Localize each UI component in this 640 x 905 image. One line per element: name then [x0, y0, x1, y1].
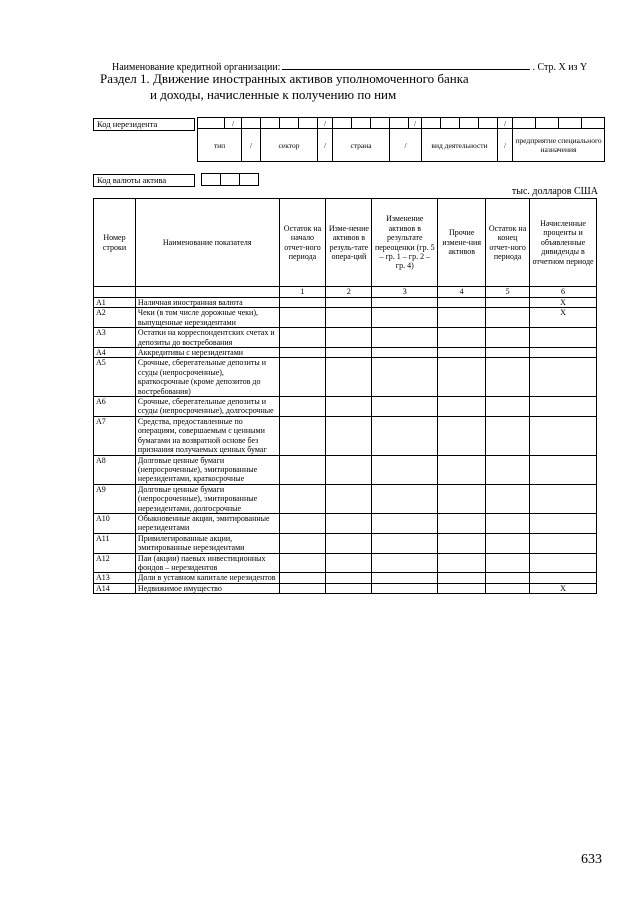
- row-number: A7: [94, 416, 136, 455]
- table-row: [94, 583, 597, 593]
- value-cell-col-3[interactable]: [372, 484, 438, 513]
- value-cell-col-4[interactable]: [438, 513, 486, 533]
- header-col-4: Прочие измене-ния активов: [438, 199, 486, 287]
- value-cell-col-6[interactable]: [530, 513, 597, 533]
- table-row: [94, 348, 597, 358]
- value-cell-col-6[interactable]: [530, 455, 597, 484]
- nonresident-code-grid: [197, 117, 605, 162]
- indicator-name: Аккредитивы с нерезидентами: [135, 348, 279, 358]
- value-cell-col-4[interactable]: [438, 455, 486, 484]
- table-row: [94, 513, 597, 533]
- code-cell[interactable]: [479, 118, 498, 129]
- value-cell-col-5[interactable]: [486, 348, 530, 358]
- indicator-name: Наличная иностранная валюта: [135, 298, 279, 308]
- value-cell-col-1[interactable]: [279, 513, 326, 533]
- value-cell-col-4[interactable]: [438, 298, 486, 308]
- field-activity: вид деятельности: [422, 129, 498, 162]
- value-cell-col-4[interactable]: [438, 573, 486, 583]
- slash: /: [318, 118, 333, 129]
- value-cell-col-1[interactable]: [279, 328, 326, 348]
- value-cell-col-4[interactable]: [438, 308, 486, 328]
- currency-code-grid: [201, 173, 259, 186]
- header-indicator-name: Наименование показателя: [135, 199, 279, 287]
- value-cell-col-5[interactable]: [486, 553, 530, 573]
- value-cell-col-6[interactable]: [530, 348, 597, 358]
- value-cell-col-3[interactable]: [372, 533, 438, 553]
- value-cell-col-2[interactable]: [326, 583, 372, 593]
- code-cell[interactable]: [422, 118, 441, 129]
- slash: /: [498, 118, 513, 129]
- value-cell-col-5[interactable]: [486, 397, 530, 417]
- value-cell-col-2[interactable]: [326, 416, 372, 455]
- row-number: A13: [94, 573, 136, 583]
- code-cell[interactable]: [280, 118, 299, 129]
- code-cell[interactable]: [441, 118, 460, 129]
- section-title-line-1: Раздел 1. Движение иностранных активов уполномоченного банка: [100, 71, 469, 86]
- value-cell-col-5[interactable]: [486, 583, 530, 593]
- value-cell-col-5[interactable]: [486, 298, 530, 308]
- row-number: A4: [94, 348, 136, 358]
- value-cell-col-6[interactable]: [530, 397, 597, 417]
- value-cell-col-2[interactable]: [326, 513, 372, 533]
- header-col-1: Остаток на начало отчет-ного периода: [279, 199, 326, 287]
- row-number: A11: [94, 533, 136, 553]
- value-cell-col-1[interactable]: [279, 358, 326, 397]
- value-cell-col-4[interactable]: [438, 328, 486, 348]
- value-cell-col-6[interactable]: X: [530, 298, 597, 308]
- value-cell-col-4[interactable]: [438, 533, 486, 553]
- table-row: [94, 573, 597, 583]
- header-col-2: Изме-нение активов в резуль-тате опера-ций: [326, 199, 372, 287]
- value-cell-col-3[interactable]: [372, 573, 438, 583]
- assets-table: [93, 198, 597, 594]
- col-number-2: 2: [326, 287, 372, 298]
- value-cell-col-6[interactable]: [530, 328, 597, 348]
- value-cell-col-5[interactable]: [486, 484, 530, 513]
- code-cell[interactable]: [242, 118, 261, 129]
- table-row: [94, 533, 597, 553]
- value-cell-col-3[interactable]: [372, 455, 438, 484]
- value-cell-col-2[interactable]: [326, 358, 372, 397]
- value-cell-col-1[interactable]: [279, 348, 326, 358]
- value-cell-col-4[interactable]: [438, 583, 486, 593]
- value-cell-col-5[interactable]: [486, 358, 530, 397]
- value-cell-col-6[interactable]: [530, 416, 597, 455]
- code-cell[interactable]: [536, 118, 559, 129]
- col-number-blank: [94, 287, 136, 298]
- row-number: A10: [94, 513, 136, 533]
- value-cell-col-2[interactable]: [326, 553, 372, 573]
- indicator-name: Паи (акции) паевых инвестиционных фондов – нерезидентов: [135, 553, 279, 573]
- header-col-3: Изменение активов в результате переоценки (гр. 5 – гр. 1 – гр. 2 – гр. 4): [372, 199, 438, 287]
- value-cell-col-3[interactable]: [372, 553, 438, 573]
- slash: /: [318, 129, 333, 162]
- value-cell-col-2[interactable]: [326, 573, 372, 583]
- value-cell-col-5[interactable]: [486, 416, 530, 455]
- col-number-6: 6: [530, 287, 597, 298]
- code-cell[interactable]: [460, 118, 479, 129]
- value-cell-col-4[interactable]: [438, 484, 486, 513]
- value-cell-col-2[interactable]: [326, 455, 372, 484]
- value-cell-col-6[interactable]: X: [530, 583, 597, 593]
- value-cell-col-3[interactable]: [372, 358, 438, 397]
- row-number: A1: [94, 298, 136, 308]
- code-cell[interactable]: [261, 118, 280, 129]
- value-cell-col-5[interactable]: [486, 328, 530, 348]
- value-cell-col-6[interactable]: [530, 533, 597, 553]
- value-cell-col-5[interactable]: [486, 533, 530, 553]
- table-row: [94, 298, 597, 308]
- value-cell-col-3[interactable]: [372, 416, 438, 455]
- value-cell-col-2[interactable]: [326, 484, 372, 513]
- value-cell-col-3[interactable]: [372, 348, 438, 358]
- row-number: A12: [94, 553, 136, 573]
- value-cell-col-6[interactable]: [530, 358, 597, 397]
- header-col-5: Остаток на конец отчет-ного периода: [486, 199, 530, 287]
- currency-code-cell[interactable]: [240, 174, 259, 186]
- field-type: тип: [198, 129, 242, 162]
- value-cell-col-4[interactable]: [438, 416, 486, 455]
- code-cell[interactable]: [559, 118, 582, 129]
- row-number: A3: [94, 328, 136, 348]
- indicator-name: Срочные, сберегательные депозиты и ссуды (непросроченные), краткосрочные (кроме депозитов до востребования): [135, 358, 279, 397]
- slash: /: [409, 118, 422, 129]
- value-cell-col-5[interactable]: [486, 513, 530, 533]
- value-cell-col-6[interactable]: X: [530, 308, 597, 328]
- header-col-6: Начисленные проценты и объявленные дивиденды в отчетном периоде: [530, 199, 597, 287]
- row-number: A2: [94, 308, 136, 328]
- value-cell-col-3[interactable]: [372, 513, 438, 533]
- value-cell-col-1[interactable]: [279, 573, 326, 583]
- value-cell-col-6[interactable]: [530, 573, 597, 583]
- col-number-blank: [135, 287, 279, 298]
- value-cell-col-3[interactable]: [372, 298, 438, 308]
- section-title-line-2: и доходы, начисленные к получению по ним: [150, 87, 397, 102]
- value-cell-col-6[interactable]: [530, 484, 597, 513]
- org-label: Наименование кредитной организации:: [112, 62, 281, 73]
- table-row: [94, 553, 597, 573]
- row-number: A8: [94, 455, 136, 484]
- value-cell-col-1[interactable]: [279, 455, 326, 484]
- code-cell[interactable]: [582, 118, 605, 129]
- value-cell-col-2[interactable]: [326, 328, 372, 348]
- value-cell-col-2[interactable]: [326, 298, 372, 308]
- field-sector: сектор: [261, 129, 318, 162]
- col-number-3: 3: [372, 287, 438, 298]
- currency-code-cell[interactable]: [221, 174, 240, 186]
- value-cell-col-2[interactable]: [326, 397, 372, 417]
- code-cell[interactable]: [333, 118, 352, 129]
- slash: /: [242, 129, 261, 162]
- code-cell[interactable]: [390, 118, 409, 129]
- col-number-1: 1: [279, 287, 326, 298]
- nonresident-code-label: Код нерезидента: [93, 118, 195, 131]
- indicator-name: Чеки (в том числе дорожные чеки), выпущенные нерезидентами: [135, 308, 279, 328]
- row-number: A9: [94, 484, 136, 513]
- table-row: [94, 416, 597, 455]
- value-cell-col-3[interactable]: [372, 397, 438, 417]
- value-cell-col-1[interactable]: [279, 583, 326, 593]
- org-name-field[interactable]: [282, 60, 530, 70]
- code-cell[interactable]: [513, 118, 536, 129]
- slash: /: [390, 129, 422, 162]
- value-cell-col-3[interactable]: [372, 583, 438, 593]
- indicator-name: Привилегированные акции, эмитированные нерезидентами: [135, 533, 279, 553]
- col-number-4: 4: [438, 287, 486, 298]
- value-cell-col-6[interactable]: [530, 553, 597, 573]
- code-cell[interactable]: [352, 118, 371, 129]
- currency-code-cell[interactable]: [202, 174, 221, 186]
- code-cell[interactable]: [371, 118, 390, 129]
- table-row: [94, 328, 597, 348]
- row-number: A6: [94, 397, 136, 417]
- code-cell[interactable]: [299, 118, 318, 129]
- value-cell-col-5[interactable]: [486, 573, 530, 583]
- value-cell-col-3[interactable]: [372, 308, 438, 328]
- header-row-number: Номер строки: [94, 199, 136, 287]
- indicator-name: Обыкновенные акции, эмитированные нерезидентами: [135, 513, 279, 533]
- col-number-5: 5: [486, 287, 530, 298]
- table-row: [94, 484, 597, 513]
- indicator-name: Средства, предоставленные по операциям, совершаемым с ценными бумагами на возвратной основе без признания получаемых ценных бумаг: [135, 416, 279, 455]
- slash: /: [498, 129, 513, 162]
- value-cell-col-2[interactable]: [326, 348, 372, 358]
- page-label: . Стр. X из Y: [532, 62, 588, 73]
- value-cell-col-1[interactable]: [279, 533, 326, 553]
- indicator-name: Доли в уставном капитале нерезидентов: [135, 573, 279, 583]
- indicator-name: Остатки на корреспондентских счетах и депозиты до востребования: [135, 328, 279, 348]
- value-cell-col-1[interactable]: [279, 553, 326, 573]
- indicator-name: Долговые ценные бумаги (непросроченные), эмитированные нерезидентами, долгосрочные: [135, 484, 279, 513]
- currency-code-label: Код валюты актива: [93, 174, 195, 187]
- table-body: [94, 298, 597, 594]
- value-cell-col-5[interactable]: [486, 308, 530, 328]
- value-cell-col-4[interactable]: [438, 348, 486, 358]
- page-number: 633: [581, 852, 602, 867]
- table-row: [94, 308, 597, 328]
- value-cell-col-1[interactable]: [279, 298, 326, 308]
- slash: /: [225, 118, 242, 129]
- value-cell-col-2[interactable]: [326, 308, 372, 328]
- value-cell-col-4[interactable]: [438, 358, 486, 397]
- table-row: [94, 358, 597, 397]
- table-row: [94, 455, 597, 484]
- field-spv: предприятие специального назначения: [513, 129, 605, 162]
- field-country: страна: [333, 129, 390, 162]
- indicator-name: Недвижимое имущество: [135, 583, 279, 593]
- value-cell-col-1[interactable]: [279, 308, 326, 328]
- units-label: тыс. долларов США: [511, 186, 598, 197]
- indicator-name: Долговые ценные бумаги (непросроченные), эмитированные нерезидентами, краткосрочные: [135, 455, 279, 484]
- indicator-name: Срочные, сберегательные депозиты и ссуды (непросроченные), долгосрочные: [135, 397, 279, 417]
- value-cell-col-1[interactable]: [279, 484, 326, 513]
- code-cell[interactable]: [198, 118, 225, 129]
- table-row: [94, 397, 597, 417]
- section-title: [100, 71, 469, 103]
- value-cell-col-2[interactable]: [326, 533, 372, 553]
- value-cell-col-1[interactable]: [279, 397, 326, 417]
- value-cell-col-1[interactable]: [279, 416, 326, 455]
- value-cell-col-4[interactable]: [438, 553, 486, 573]
- value-cell-col-3[interactable]: [372, 328, 438, 348]
- row-number: A5: [94, 358, 136, 397]
- row-number: A14: [94, 583, 136, 593]
- value-cell-col-4[interactable]: [438, 397, 486, 417]
- value-cell-col-5[interactable]: [486, 455, 530, 484]
